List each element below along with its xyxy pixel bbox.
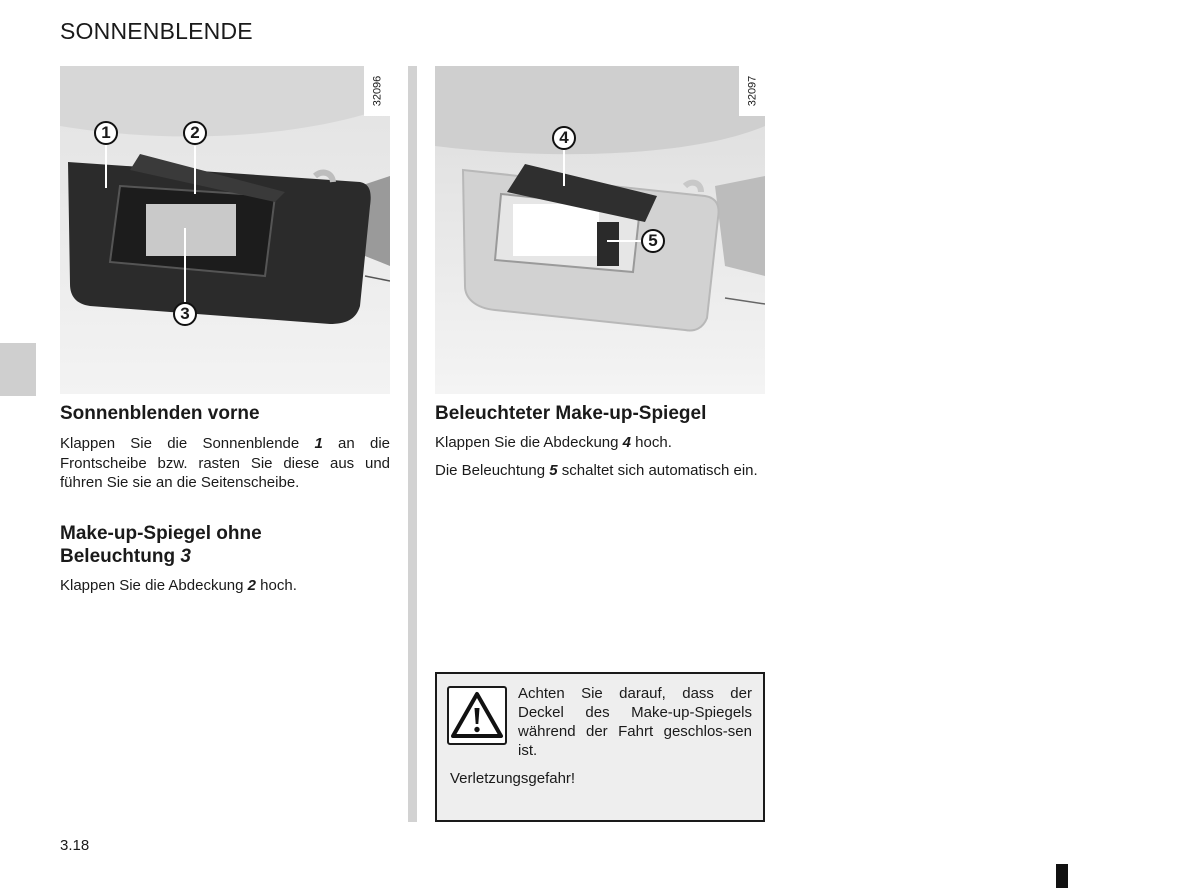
callout-4: 4	[552, 126, 576, 150]
illuminated-mirror-paragraph-2: Die Beleuchtung 5 schaltet sich automatisch ein.	[435, 462, 758, 479]
sun-visor-figure	[60, 66, 390, 394]
unlit-mirror-paragraph: Klappen Sie die Abdeckung 2 hoch.	[60, 577, 297, 594]
figure-id-label: 32096	[364, 66, 390, 116]
front-visors-paragraph: Klappen Sie die Sonnenblende 1 an die Frontscheibe bzw. rasten Sie diese aus und führen Sie sie an die Seitenscheibe.	[60, 435, 390, 491]
callout-5: 5	[641, 229, 665, 253]
section-heading-front-visors: Sonnenblenden vorne	[60, 403, 260, 424]
section-heading-illuminated-mirror: Beleuchteter Make-up-Spiegel	[435, 403, 707, 424]
illuminated-mirror-figure	[435, 66, 765, 394]
section-heading-unlit-mirror: Make-up-Spiegel ohne Beleuchtung 3	[60, 523, 262, 567]
callout-3: 3	[173, 302, 197, 326]
illuminated-mirror-illustration	[435, 66, 765, 394]
callout-2: 2	[183, 121, 207, 145]
page-edge-marker	[1056, 864, 1068, 888]
warning-note: Verletzungsgefahr!	[450, 770, 576, 787]
illuminated-mirror-paragraph-1: Klappen Sie die Abdeckung 4 hoch.	[435, 434, 672, 451]
warning-triangle-icon	[449, 688, 505, 743]
warning-icon-frame	[447, 686, 507, 745]
page-number: 3.18	[60, 837, 90, 854]
page-title: SONNENBLENDE	[60, 18, 253, 44]
column-divider	[408, 66, 417, 822]
warning-text: Achten Sie darauf, dass der Deckel des Make-up-Spiegels während der Fahrt geschlos-sen ist.	[518, 685, 752, 759]
warning-box	[435, 672, 765, 822]
callout-1: 1	[94, 121, 118, 145]
chapter-tab	[0, 343, 36, 396]
sun-visor-illustration	[60, 66, 390, 394]
figure-id-label: 32097	[739, 66, 765, 116]
